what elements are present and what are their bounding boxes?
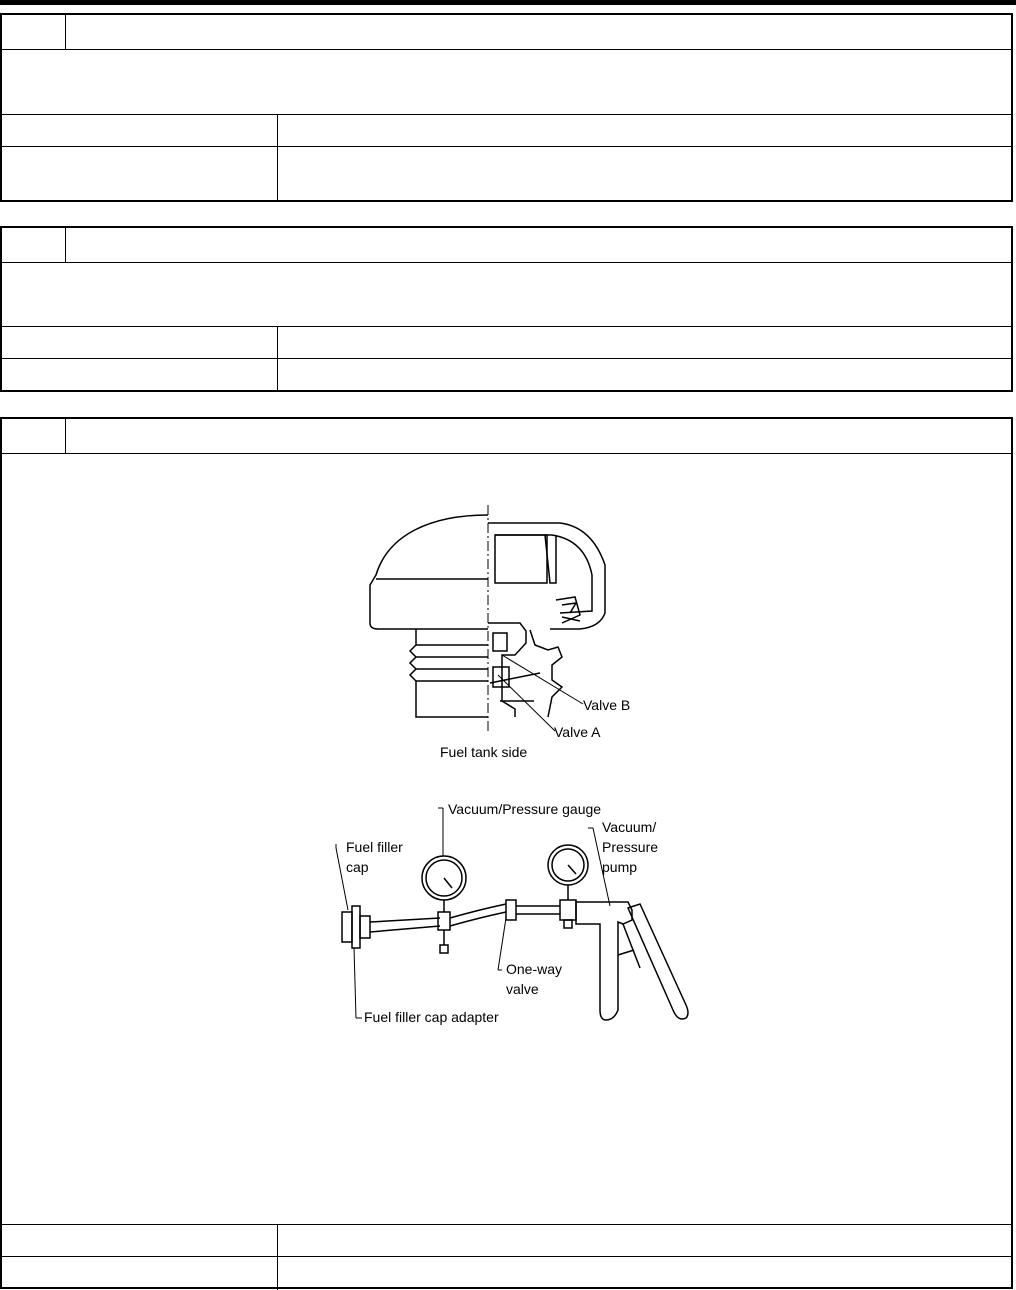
label-pump-line1: Vacuum/ xyxy=(602,819,657,835)
result-row-ng-3 xyxy=(2,1256,1011,1290)
step-box-2 xyxy=(0,226,1013,392)
label-one-way-valve-line2: valve xyxy=(506,981,539,997)
result-row-ng-1 xyxy=(2,146,1011,201)
label-pump-line3: pump xyxy=(602,859,638,875)
label-fuel-filler-cap-line2: cap xyxy=(346,859,369,875)
label-pump-line2: Pressure xyxy=(602,839,659,855)
label-fuel-tank-side: Fuel tank side xyxy=(440,744,528,760)
step-number-cell-3 xyxy=(2,419,66,453)
label-fuel-filler-cap-line1: Fuel filler xyxy=(346,839,403,855)
result-label-cell xyxy=(2,115,278,147)
page-top-rule xyxy=(0,0,1016,5)
step-header-1 xyxy=(2,15,1011,50)
label-vacuum-pressure-gauge: Vacuum/Pressure gauge xyxy=(448,801,602,817)
result-label-cell xyxy=(2,327,278,359)
fuel-filler-cap-diagram xyxy=(330,505,670,770)
result-row-ok-2 xyxy=(2,326,1011,359)
vacuum-pressure-test-diagram xyxy=(328,800,698,1030)
step-header-3 xyxy=(2,419,1011,454)
label-valve-a: Valve A xyxy=(554,724,601,740)
result-label-cell xyxy=(2,1257,278,1290)
result-row-ok-1 xyxy=(2,114,1011,147)
step-box-1 xyxy=(0,13,1013,202)
result-label-cell xyxy=(2,359,278,391)
label-valve-b: Valve B xyxy=(583,697,631,713)
step-number-cell-2 xyxy=(2,228,66,262)
result-row-ok-3 xyxy=(2,1224,1011,1257)
result-label-cell xyxy=(2,147,278,201)
label-one-way-valve-line1: One-way xyxy=(506,961,563,977)
result-label-cell xyxy=(2,1225,278,1257)
label-fuel-filler-cap-adapter: Fuel filler cap adapter xyxy=(364,1009,499,1025)
step-header-2 xyxy=(2,228,1011,263)
step-number-cell-1 xyxy=(2,15,66,49)
result-row-ng-2 xyxy=(2,358,1011,391)
